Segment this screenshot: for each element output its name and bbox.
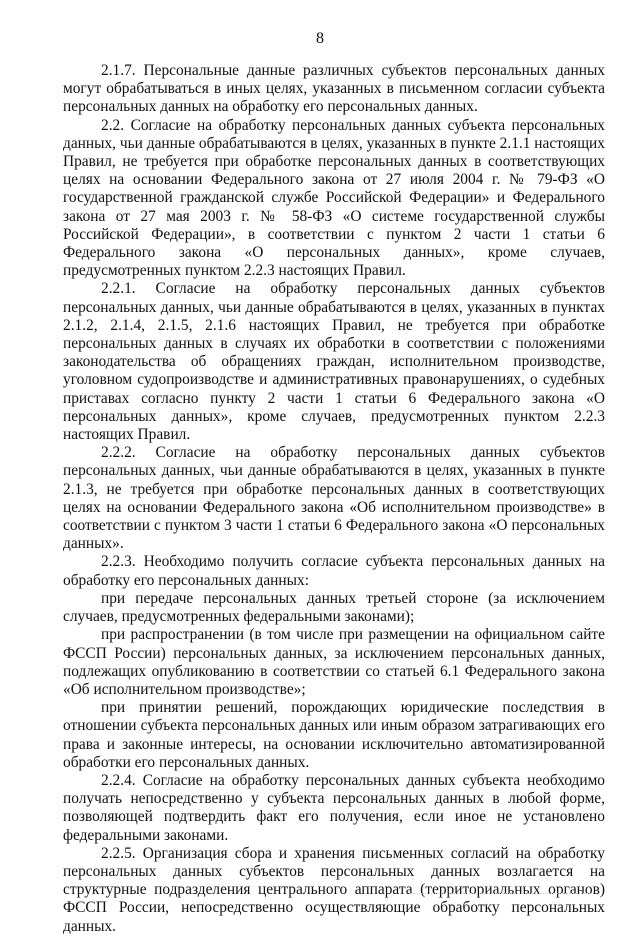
paragraph-2-2-3: 2.2.3. Необходимо получить согласие субъекта персональных данных на обработку его персональных данных: [63,553,605,589]
paragraph-2-2-4: 2.2.4. Согласие на обработку персональных данных субъекта необходимо получать непосредственно у субъекта персональных данных в любой форме, позволяющей подтвердить факт его получения, если иное не установлено федеральными законами. [63,771,605,844]
paragraph-2-2: 2.2. Согласие на обработку персональных данных субъекта персональных данных, чьи данные обрабатываются в целях, указанных в пункте 2.1.1 настоящих Правил, не требуется при обработке персональных данных в соответствующих целях на основании Федерального закона от 27 июля 2004 г. № 79-ФЗ «О государственной гражданской службе Российской Федерации» и Федерального закона от 27 мая 2003 г. № 58-ФЗ «О системе государственной службы Российской Федерации», в соответствии с пунктом 2 части 1 статьи 6 Федерального закона «О персональных данных», кроме случаев, предусмотренных пунктом 2.2.3 настоящих Правил. [63,116,605,280]
paragraph-2-2-5: 2.2.5. Организация сбора и хранения письменных согласий на обработку персональных данных субъектов персональных данных возлагается на структурные подразделения центрального аппарата (территориальных органов) ФССП России, непосредственно осуществляющие обработку персональных данных. [63,844,605,935]
scan-edge-mark [410,893,590,900]
list-item-automated-decisions: при принятии решений, порождающих юридические последствия в отношении субъекта персональных данных или иным образом затрагивающих его права и законные интересы, на основании исключительно автоматизированной обработки его персональных данных. [63,699,605,771]
paragraph-2-2-2: 2.2.2. Согласие на обработку персональных данных субъектов персональных данных, чьи данные обрабатываются в целях, указанных в пункте 2.1.3, не требуется при обработке персональных данных в соответствующих целях на основании Федерального закона «Об исполнительном производстве» в соответствии с пунктом 3 части 1 статьи 6 Федерального закона «О персональных данных». [63,444,605,553]
paragraph-2-1-7: 2.1.7. Персональные данные различных субъектов персональных данных могут обрабатываться в иных целях, указанных в письменном согласии субъекта персональных данных на обработку его персональных данных. [63,62,605,116]
list-item-distribution: при распространении (в том числе при размещении на официальном сайте ФССП России) персональных данных, за исключением персональных данных, подлежащих опубликованию в соответствии со статьей 6.1 Федерального закона «Об исполнительном производстве»; [63,626,605,698]
paragraph-2-2-1: 2.2.1. Согласие на обработку персональных данных субъектов персональных данных, чьи данные обрабатываются в целях, указанных в пунктах 2.1.2, 2.1.4, 2.1.5, 2.1.6 настоящих Правил, не требуется при обработке персональных данных в случаях их обработки в соответствии с положениями законодательства об обращениях граждан, исполнительном производстве, уголовном судопроизводстве и административных правонарушениях, о судебных приставах согласно пункту 2 части 1 статьи 6 Федерального закона «О персональных данных», кроме случаев, предусмотренных пунктом 2.2.3 настоящих Правил. [63,280,605,444]
list-item-third-party: при передаче персональных данных третьей стороне (за исключением случаев, предусмотренных федеральными законами); [63,589,605,626]
document-body [63,62,605,936]
page-number: 8 [316,30,324,47]
